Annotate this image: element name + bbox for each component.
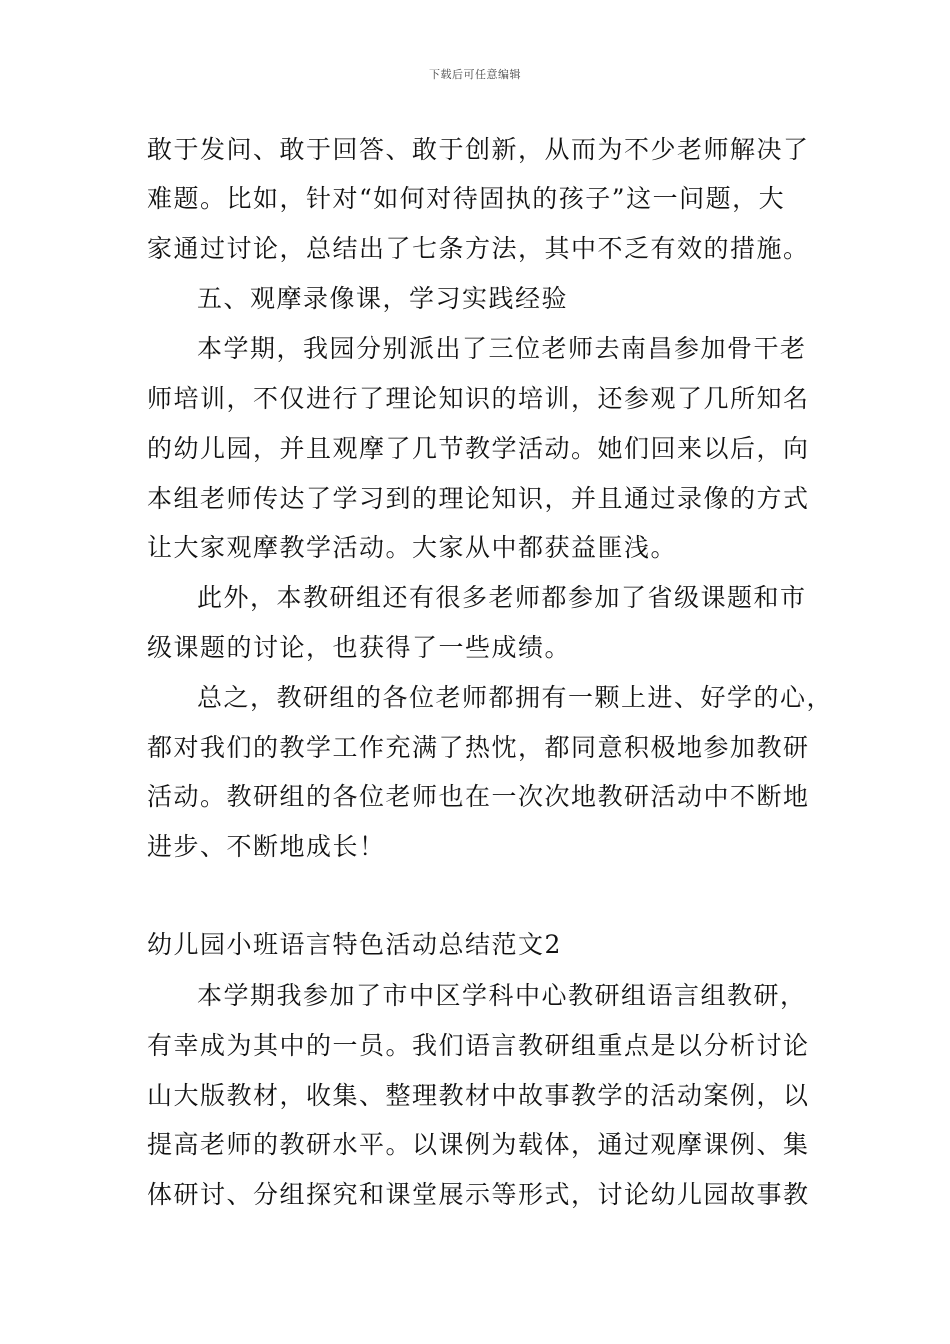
body-line: 敢于发问、敢于回答、敢于创新，从而为不少老师解决了 [147, 135, 810, 164]
page-header: 下载后可任意编辑 [429, 68, 521, 81]
body-line: 山大版教材，收集、整理教材中故事教学的活动案例，以 [147, 1081, 810, 1110]
body-line: 让大家观摩教学活动。大家从中都获益匪浅。 [147, 533, 678, 562]
paragraph-first-line: 此外，本教研组还有很多老师都参加了省级课题和市 [197, 583, 807, 612]
section-heading: 五、观摩录像课，学习实践经验 [197, 284, 569, 313]
paragraph-first-line: 本学期我参加了市中区学科中心教研组语言组教研， [197, 981, 807, 1010]
body-line: 的幼儿园，并且观摩了几节教学活动。她们回来以后，向 [147, 434, 810, 463]
body-line: 进步、不断地成长！ [147, 832, 386, 861]
body-line: 难题。比如，针对“如何对待固执的孩子”这一问题，大 [147, 184, 786, 213]
body-line: 有幸成为其中的一员。我们语言教研组重点是以分析讨论 [147, 1031, 810, 1060]
paragraph-first-line: 总之，教研组的各位老师都拥有一颗上进、好学的心， [197, 683, 834, 712]
body-line: 体研讨、分组探究和课堂展示等形式，讨论幼儿园故事教 [147, 1180, 810, 1209]
body-line: 本组老师传达了学习到的理论知识，并且通过录像的方式 [147, 484, 810, 513]
body-line: 师培训，不仅进行了理论知识的培训，还参观了几所知名 [147, 384, 810, 413]
paragraph-first-line: 本学期，我园分别派出了三位老师去南昌参加骨干老 [197, 334, 807, 363]
body-line: 活动。教研组的各位老师也在一次次地教研活动中不断地 [147, 782, 810, 811]
body-line: 都对我们的教学工作充满了热忱，都同意积极地参加教研 [147, 733, 810, 762]
body-line: 提高老师的教研水平。以课例为载体，通过观摩课例、集 [147, 1130, 810, 1159]
body-line: 家通过讨论，总结出了七条方法，其中不乏有效的措施。 [147, 234, 810, 263]
article-title: 幼儿园小班语言特色活动总结范文2 [147, 930, 562, 959]
body-line: 级课题的讨论，也获得了一些成绩。 [147, 633, 572, 662]
